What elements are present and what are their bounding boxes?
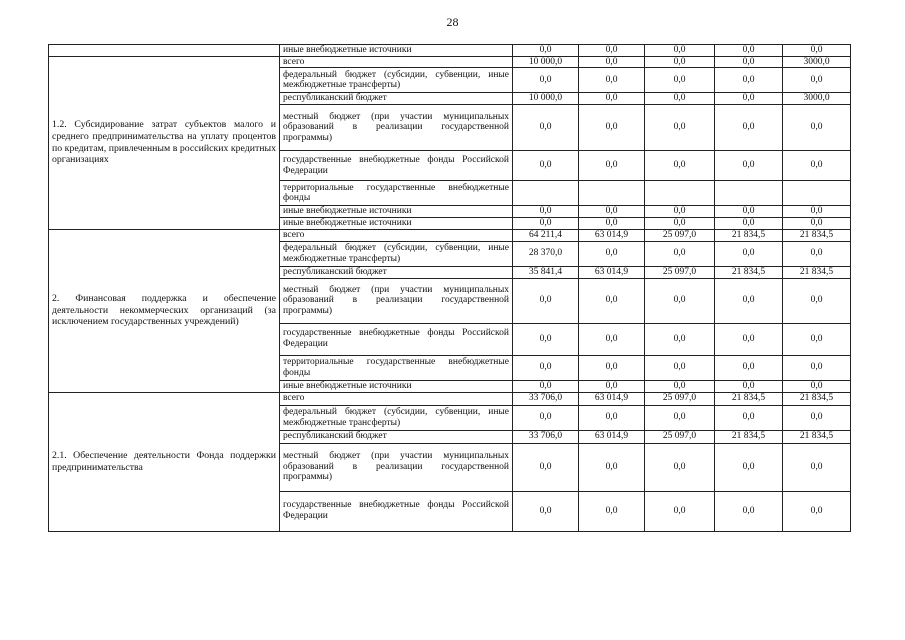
funding-source-cell: государственные внебюджетные фонды Российской Федерации <box>280 151 513 181</box>
amount-cell: 10 000,0 <box>513 93 579 105</box>
amount-cell: 0,0 <box>645 278 715 323</box>
amount-cell: 0,0 <box>783 323 851 355</box>
amount-cell: 0,0 <box>783 355 851 380</box>
amount-cell: 0,0 <box>579 323 645 355</box>
amount-cell: 0,0 <box>579 241 645 266</box>
amount-cell: 21 834,5 <box>783 266 851 278</box>
amount-cell: 0,0 <box>715 323 783 355</box>
funding-source-cell: территориальные государственные внебюджетные фонды <box>280 181 513 206</box>
amount-cell: 0,0 <box>513 491 579 531</box>
amount-cell: 0,0 <box>715 151 783 181</box>
funding-source-cell: иные внебюджетные источники <box>280 206 513 218</box>
program-cell <box>49 45 280 57</box>
amount-cell: 3000,0 <box>783 93 851 105</box>
amount-cell: 0,0 <box>579 45 645 57</box>
amount-cell: 0,0 <box>645 105 715 151</box>
table-row <box>49 229 851 241</box>
amount-cell: 0,0 <box>645 241 715 266</box>
amount-cell: 0,0 <box>783 217 851 229</box>
amount-cell: 0,0 <box>715 93 783 105</box>
amount-cell: 0,0 <box>645 217 715 229</box>
amount-cell: 25 097,0 <box>645 266 715 278</box>
amount-cell: 0,0 <box>579 405 645 430</box>
amount-cell <box>579 181 645 206</box>
funding-source-cell: всего <box>280 229 513 241</box>
amount-cell: 28 370,0 <box>513 241 579 266</box>
amount-cell: 25 097,0 <box>645 229 715 241</box>
amount-cell: 0,0 <box>579 68 645 93</box>
amount-cell: 0,0 <box>783 405 851 430</box>
funding-source-cell: местный бюджет (при участии муниципальных образований в реализации государственной программы) <box>280 105 513 151</box>
funding-source-cell: государственные внебюджетные фонды Российской Федерации <box>280 491 513 531</box>
amount-cell: 63 014,9 <box>579 392 645 405</box>
amount-cell <box>715 181 783 206</box>
amount-cell: 0,0 <box>783 491 851 531</box>
amount-cell: 0,0 <box>783 443 851 491</box>
table-row <box>49 392 851 405</box>
amount-cell: 0,0 <box>645 323 715 355</box>
amount-cell: 0,0 <box>645 443 715 491</box>
amount-cell: 0,0 <box>579 105 645 151</box>
amount-cell: 25 097,0 <box>645 392 715 405</box>
amount-cell: 0,0 <box>579 56 645 68</box>
amount-cell: 0,0 <box>715 56 783 68</box>
amount-cell: 0,0 <box>645 380 715 392</box>
amount-cell: 0,0 <box>715 278 783 323</box>
amount-cell: 21 834,5 <box>783 392 851 405</box>
funding-source-cell: федеральный бюджет (субсидии, субвенции, иные межбюджетные трансферты) <box>280 68 513 93</box>
table-body <box>49 45 851 532</box>
amount-cell: 0,0 <box>715 206 783 218</box>
amount-cell: 0,0 <box>513 151 579 181</box>
funding-source-cell: территориальные государственные внебюджетные фонды <box>280 355 513 380</box>
program-cell: 1.2. Субсидирование затрат субъектов малого и среднего предпринимательства на уплату процентов по кредитам, привлеченным в российских кредитных организациях <box>49 56 280 229</box>
amount-cell: 0,0 <box>513 105 579 151</box>
amount-cell: 0,0 <box>783 45 851 57</box>
amount-cell: 0,0 <box>645 491 715 531</box>
amount-cell: 0,0 <box>579 443 645 491</box>
funding-source-cell: республиканский бюджет <box>280 93 513 105</box>
amount-cell: 0,0 <box>715 405 783 430</box>
funding-source-cell: иные внебюджетные источники <box>280 217 513 229</box>
funding-source-cell: всего <box>280 392 513 405</box>
amount-cell: 21 834,5 <box>715 392 783 405</box>
amount-cell: 33 706,0 <box>513 392 579 405</box>
amount-cell: 0,0 <box>783 105 851 151</box>
amount-cell: 0,0 <box>645 355 715 380</box>
amount-cell <box>645 181 715 206</box>
amount-cell: 21 834,5 <box>783 430 851 443</box>
amount-cell: 64 211,4 <box>513 229 579 241</box>
amount-cell: 0,0 <box>715 217 783 229</box>
amount-cell: 3000,0 <box>783 56 851 68</box>
amount-cell: 0,0 <box>579 93 645 105</box>
amount-cell: 0,0 <box>783 241 851 266</box>
amount-cell: 0,0 <box>513 355 579 380</box>
amount-cell: 25 097,0 <box>645 430 715 443</box>
amount-cell: 0,0 <box>715 491 783 531</box>
amount-cell: 0,0 <box>645 206 715 218</box>
amount-cell: 0,0 <box>579 278 645 323</box>
funding-source-cell: республиканский бюджет <box>280 266 513 278</box>
amount-cell: 35 841,4 <box>513 266 579 278</box>
amount-cell: 0,0 <box>715 443 783 491</box>
amount-cell: 0,0 <box>513 278 579 323</box>
amount-cell: 0,0 <box>783 380 851 392</box>
amount-cell: 0,0 <box>783 278 851 323</box>
amount-cell: 0,0 <box>645 68 715 93</box>
amount-cell: 63 014,9 <box>579 430 645 443</box>
amount-cell: 0,0 <box>715 105 783 151</box>
funding-source-cell: государственные внебюджетные фонды Российской Федерации <box>280 323 513 355</box>
funding-source-cell: местный бюджет (при участии муниципальных образований в реализации государственной программы) <box>280 443 513 491</box>
amount-cell: 0,0 <box>715 68 783 93</box>
amount-cell: 0,0 <box>645 93 715 105</box>
amount-cell: 0,0 <box>783 151 851 181</box>
amount-cell: 0,0 <box>513 405 579 430</box>
amount-cell: 0,0 <box>715 355 783 380</box>
amount-cell: 0,0 <box>715 45 783 57</box>
funding-source-cell: всего <box>280 56 513 68</box>
amount-cell: 0,0 <box>715 380 783 392</box>
table-row <box>49 56 851 68</box>
amount-cell: 0,0 <box>783 206 851 218</box>
amount-cell: 0,0 <box>579 380 645 392</box>
amount-cell: 0,0 <box>513 68 579 93</box>
amount-cell: 0,0 <box>513 206 579 218</box>
program-cell: 2.1. Обеспечение деятельности Фонда поддержки предпринимательства <box>49 392 280 531</box>
funding-source-cell: республиканский бюджет <box>280 430 513 443</box>
amount-cell: 0,0 <box>513 217 579 229</box>
amount-cell: 0,0 <box>513 443 579 491</box>
amount-cell <box>513 181 579 206</box>
amount-cell: 0,0 <box>715 241 783 266</box>
amount-cell: 63 014,9 <box>579 266 645 278</box>
amount-cell: 21 834,5 <box>715 430 783 443</box>
amount-cell: 0,0 <box>513 323 579 355</box>
amount-cell: 0,0 <box>645 45 715 57</box>
funding-source-cell: федеральный бюджет (субсидии, субвенции, иные межбюджетные трансферты) <box>280 241 513 266</box>
amount-cell: 0,0 <box>645 405 715 430</box>
amount-cell: 0,0 <box>645 56 715 68</box>
amount-cell <box>783 181 851 206</box>
funding-source-cell: иные внебюджетные источники <box>280 380 513 392</box>
funding-source-cell: иные внебюджетные источники <box>280 45 513 57</box>
funding-source-cell: местный бюджет (при участии муниципальных образований в реализации государственной программы) <box>280 278 513 323</box>
amount-cell: 21 834,5 <box>715 229 783 241</box>
amount-cell: 0,0 <box>579 355 645 380</box>
amount-cell: 63 014,9 <box>579 229 645 241</box>
table-row <box>49 45 851 57</box>
page-number: 28 <box>446 15 459 29</box>
amount-cell: 0,0 <box>783 68 851 93</box>
amount-cell: 0,0 <box>645 151 715 181</box>
amount-cell: 10 000,0 <box>513 56 579 68</box>
amount-cell: 0,0 <box>579 151 645 181</box>
amount-cell: 0,0 <box>579 206 645 218</box>
amount-cell: 0,0 <box>513 380 579 392</box>
program-cell: 2. Финансовая поддержка и обеспечение деятельности некоммерческих организаций (за исключением государственных учреждений) <box>49 229 280 392</box>
amount-cell: 21 834,5 <box>783 229 851 241</box>
amount-cell: 21 834,5 <box>715 266 783 278</box>
funding-table <box>48 44 851 532</box>
amount-cell: 33 706,0 <box>513 430 579 443</box>
amount-cell: 0,0 <box>513 45 579 57</box>
funding-source-cell: федеральный бюджет (субсидии, субвенции, иные межбюджетные трансферты) <box>280 405 513 430</box>
amount-cell: 0,0 <box>579 217 645 229</box>
amount-cell: 0,0 <box>579 491 645 531</box>
